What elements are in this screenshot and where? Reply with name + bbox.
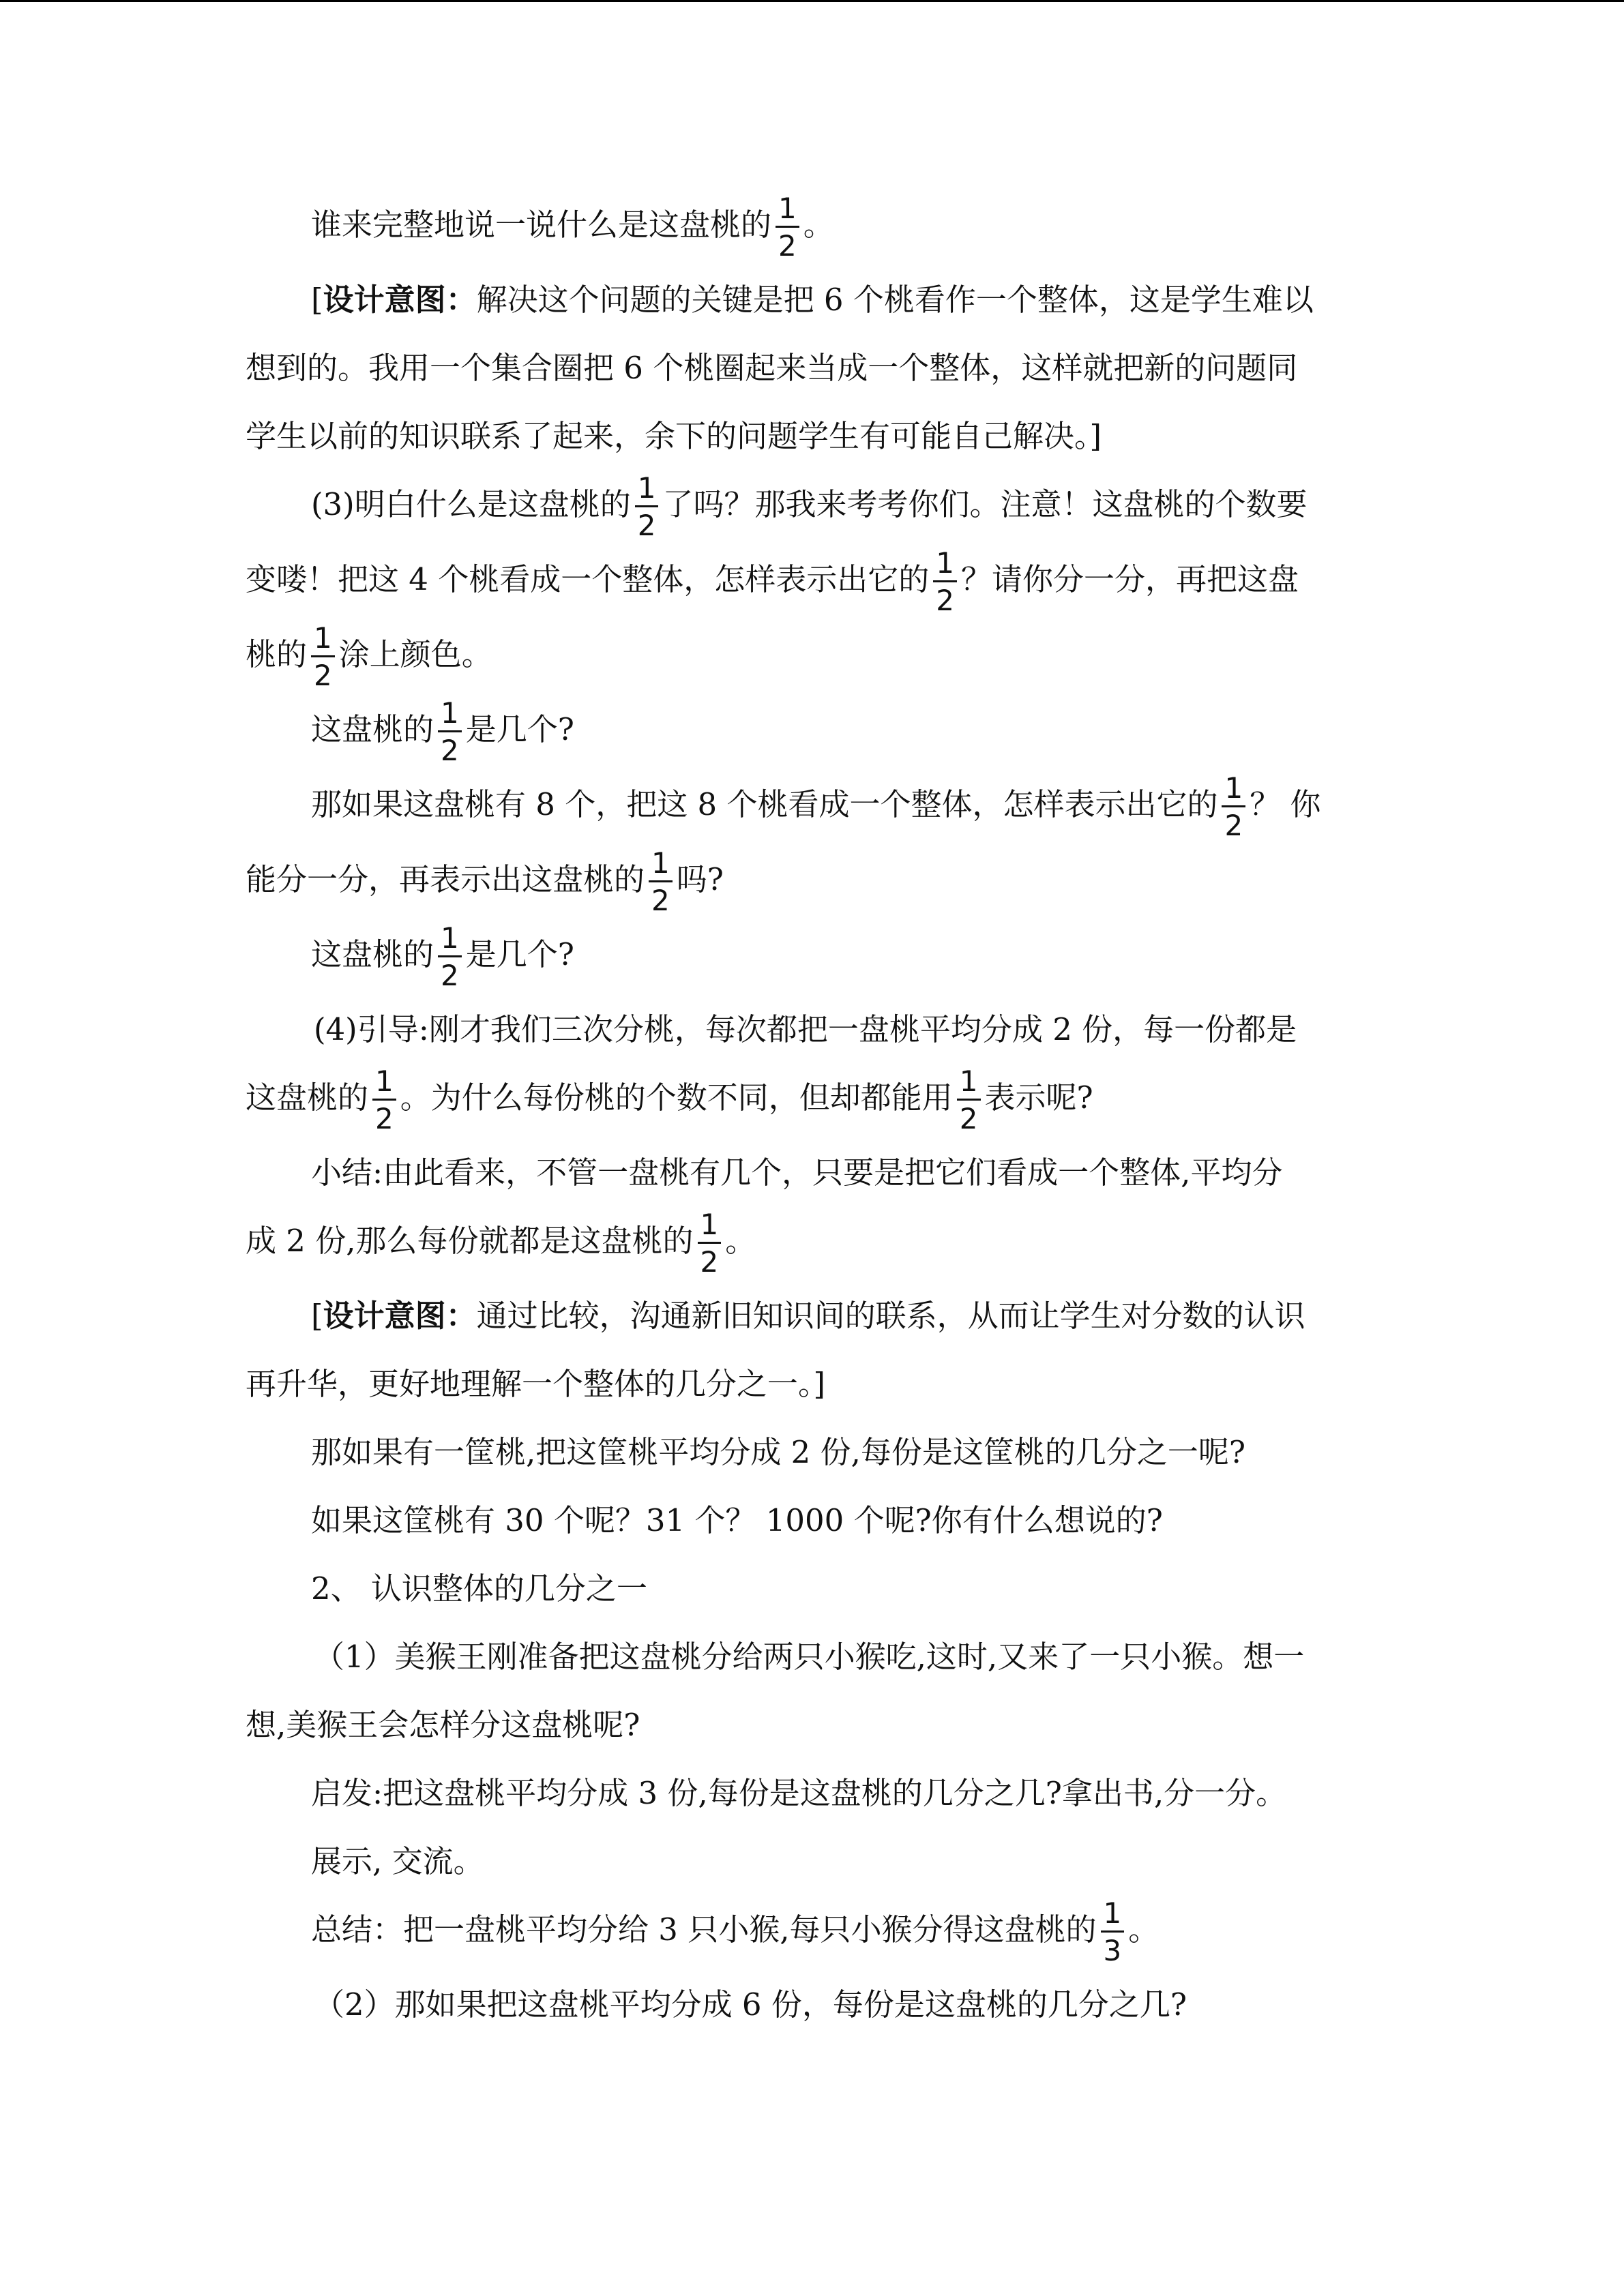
paragraph-line	[246, 1350, 1378, 1418]
text-span: 想,美猴王会怎样分这盘桃呢?	[246, 1707, 640, 1743]
paragraph-line	[246, 1064, 1378, 1139]
design-intent-label: 设计意图：	[323, 282, 477, 318]
fraction-one-half	[311, 621, 335, 692]
denominator: 2	[438, 955, 462, 990]
paragraph-line	[246, 771, 1378, 846]
text-span: 那如果有一筐桃,把这筐桃平均分成 2 份,每份是这筐桃的几分之一呢?	[311, 1434, 1245, 1470]
fraction-one-half	[438, 921, 462, 992]
text-span: 能分一分，再表示出这盘桃的	[246, 861, 645, 897]
paragraph-line	[246, 696, 1378, 771]
paragraph-line	[246, 921, 1378, 996]
numerator: 1	[936, 546, 954, 580]
paragraph-line	[246, 846, 1378, 921]
numerator: 1	[637, 471, 656, 505]
text-span: 桃的	[246, 636, 308, 672]
fraction-one-half	[438, 696, 462, 767]
paragraph-line	[246, 402, 1378, 471]
paragraph-line	[246, 471, 1378, 546]
text-span: 成 2 份,那么每份就都是这盘桃的	[246, 1223, 694, 1259]
top-border-line	[0, 0, 1624, 2]
text-span: 。	[1128, 1911, 1160, 1948]
text-span: （1）美猴王刚准备把这盘桃分给两只小猴吃,这时,又来了一只小猴。想一	[314, 1639, 1305, 1675]
text-span: 这盘桃的	[246, 1079, 369, 1116]
paragraph-line	[246, 996, 1378, 1064]
text-span: 了吗？那我来考考你们。注意！这盘桃的个数要	[662, 486, 1308, 522]
denominator: 2	[635, 505, 659, 540]
text-span: 涂上颜色。	[338, 636, 492, 672]
text-span: 吗?	[676, 861, 724, 897]
fraction-one-half	[776, 192, 799, 263]
numerator: 1	[441, 921, 459, 955]
bracket-open: [	[311, 282, 323, 318]
text-span: 这盘桃的	[311, 711, 434, 747]
fraction-one-third	[1101, 1896, 1125, 1967]
text-span: 启发:把这盘桃平均分成 3 份,每份是这盘桃的几分之几?拿出书,分一分。	[311, 1775, 1287, 1811]
fraction-one-half	[698, 1210, 722, 1277]
text-span: 如果这筐桃有 30 个呢？31 个？ 1000 个呢?你有什么想说的?	[311, 1502, 1163, 1538]
text-span: 想到的。我用一个集合圈把 6 个桃圈起来当成一个整体，这样就把新的问题同	[246, 350, 1298, 386]
text-span: 表示呢?	[984, 1079, 1093, 1116]
text-span: ？请你分一分，再把这盘	[960, 561, 1299, 597]
numerator: 1	[959, 1064, 978, 1098]
text-span: 。	[803, 207, 834, 243]
numerator: 1	[314, 621, 332, 655]
numerator: 1	[1224, 771, 1243, 805]
paragraph-line	[246, 191, 1378, 266]
paragraph-line	[246, 546, 1378, 621]
document-body	[246, 191, 1378, 2039]
numerator: 1	[375, 1064, 394, 1098]
text-span: 。为什么每份桃的个数不同，但却都能用	[400, 1079, 953, 1116]
paragraph-line	[246, 1418, 1378, 1487]
design-intent-line	[246, 1282, 1378, 1350]
text-span: 学生以前的知识联系了起来，余下的问题学生有可能自己解决。]	[246, 418, 1102, 454]
denominator: 2	[372, 1099, 396, 1133]
text-span: (3)明白什么是这盘桃的	[311, 486, 631, 522]
denominator: 2	[311, 655, 335, 690]
text-span: 总结：把一盘桃平均分给 3 只小猴,每只小猴分得这盘桃的	[311, 1911, 1097, 1948]
denominator: 2	[1222, 805, 1245, 840]
text-span: 解决这个问题的关键是把 6 个桃看作一个整体，这是学生难以	[476, 282, 1314, 318]
design-intent-label: 设计意图：	[323, 1298, 477, 1334]
text-span: 是几个?	[465, 936, 574, 972]
numerator: 1	[778, 192, 797, 225]
design-intent-line	[246, 266, 1378, 334]
text-span: 展示, 交流。	[311, 1843, 484, 1879]
numerator: 1	[651, 846, 670, 880]
numerator: 1	[700, 1208, 719, 1241]
denominator: 2	[957, 1099, 981, 1133]
paragraph-line	[246, 1623, 1378, 1691]
paragraph-line	[246, 1971, 1378, 2039]
paragraph-line	[246, 334, 1378, 402]
paragraph-line	[246, 1207, 1378, 1282]
text-span: 那如果这盘桃有 8 个，把这 8 个桃看成一个整体，怎样表示出它的	[311, 786, 1218, 822]
fraction-one-half	[1222, 771, 1245, 842]
section-heading	[246, 1555, 1378, 1623]
text-span: ？ 你	[1250, 786, 1321, 822]
paragraph-line	[246, 1828, 1378, 1896]
paragraph-line	[246, 1139, 1378, 1207]
fraction-one-half	[957, 1064, 981, 1135]
denominator: 2	[438, 730, 462, 765]
denominator: 2	[698, 1242, 722, 1277]
fraction-one-half	[372, 1064, 396, 1135]
denominator: 3	[1101, 1930, 1125, 1965]
text-span: （2）那如果把这盘桃平均分成 6 份，每份是这盘桃的几分之几?	[314, 1986, 1187, 2023]
denominator: 2	[649, 880, 673, 915]
fraction-one-half	[933, 546, 957, 617]
paragraph-line	[246, 1896, 1378, 1971]
paragraph-line	[246, 621, 1378, 696]
text-span: 谁来完整地说一说什么是这盘桃的	[311, 207, 772, 243]
text-span: 2、 认识整体的几分之一	[311, 1570, 647, 1607]
text-span: 小结:由此看来，不管一盘桃有几个，只要是把它们看成一个整体,平均分	[311, 1154, 1283, 1191]
bracket-open: [	[311, 1298, 323, 1334]
text-span: 。	[725, 1223, 756, 1259]
denominator: 2	[933, 580, 957, 615]
numerator: 1	[1103, 1896, 1122, 1930]
paragraph-line	[246, 1691, 1378, 1759]
text-span: 通过比较，沟通新旧知识间的联系，从而让学生对分数的认识	[476, 1298, 1305, 1334]
paragraph-line	[246, 1759, 1378, 1828]
text-span: 是几个?	[465, 711, 574, 747]
text-span: (4)引导:刚才我们三次分桃，每次都把一盘桃平均分成 2 份，每一份都是	[314, 1011, 1297, 1047]
paragraph-line	[246, 1487, 1378, 1555]
text-span: 再升华，更好地理解一个整体的几分之一。]	[246, 1366, 826, 1402]
text-span: 这盘桃的	[311, 936, 434, 972]
text-span: 变喽！把这 4 个桃看成一个整体，怎样表示出它的	[246, 561, 930, 597]
numerator: 1	[441, 696, 459, 730]
denominator: 2	[776, 226, 799, 260]
fraction-one-half	[649, 846, 673, 917]
fraction-one-half	[635, 471, 659, 542]
